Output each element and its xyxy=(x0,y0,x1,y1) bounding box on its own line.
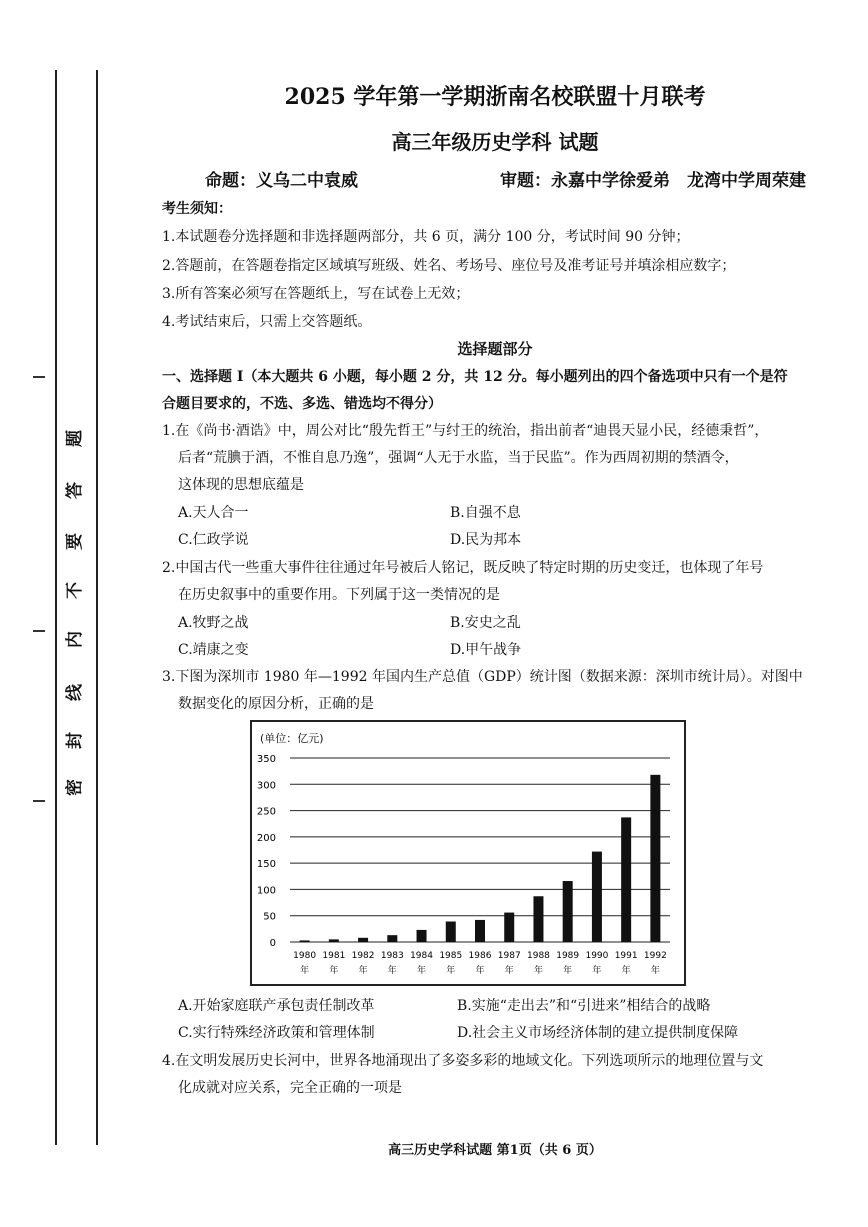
question-text: 1.在《尚书·酒诰》中，周公对比“殷先哲王”与纣王的统治，指出前者“迪畏天显小民，经德秉哲”， xyxy=(162,423,769,439)
bar-1991 xyxy=(621,817,631,942)
chart-grid xyxy=(290,758,670,942)
margin-tick xyxy=(33,630,45,632)
option-c: C.靖康之变 xyxy=(178,642,249,658)
option-b: B.自强不息 xyxy=(450,505,521,521)
y-tick-label: 0 xyxy=(269,938,276,949)
bar-1985 xyxy=(446,921,456,942)
question-text: 4.在文明发展历史长河中，世界各地涌现出了多姿多彩的地域文化。下列选项所示的地理位置与文 xyxy=(162,1053,764,1069)
option-d: D.社会主义市场经济体制的建立提供制度保障 xyxy=(457,1025,739,1041)
part-instructions: 一、选择题 I（本大题共 6 小题，每小题 2 分，共 12 分。每小题列出的四个备选项中只有一个是符 xyxy=(162,369,788,385)
option-a: A.牧野之战 xyxy=(178,615,249,631)
y-tick-label: 50 xyxy=(263,911,276,923)
gdp-chart-frame xyxy=(250,720,686,986)
notice-item: 3.所有答案必须写在答题纸上，写在试卷上无效； xyxy=(162,286,470,302)
bar-1992 xyxy=(650,775,660,942)
seal-char: 题 xyxy=(65,430,85,447)
seal-char: 线 xyxy=(65,684,85,701)
gdp-chart xyxy=(252,722,684,984)
seal-char: 不 xyxy=(65,582,85,599)
question-text: 化成就对应关系，完全正确的一项是 xyxy=(178,1080,402,1096)
bar-1983 xyxy=(387,935,397,942)
part-instructions: 合题目要求的，不选、多选、错选均不得分） xyxy=(162,396,442,412)
x-tick-label: 1986 xyxy=(468,951,492,961)
seal-char: 答 xyxy=(65,482,85,499)
x-tick-label: 1992 xyxy=(643,951,667,961)
chart-x-ticks xyxy=(293,951,667,976)
seal-char: 内 xyxy=(65,631,85,648)
option-c: C.仁政学说 xyxy=(178,532,249,548)
notice-item: 4.考试结束后，只需上交答题纸。 xyxy=(162,314,372,330)
x-tick-suffix: 年 xyxy=(475,966,485,976)
question-text: 后者“荒腆于酒，不惟自息乃逸”，强调“人无于水监，当于民监”。作为西周初期的禁酒令， xyxy=(178,450,739,466)
question-text: 2.中国古代一些重大事件往往通过年号被后人铭记，既反映了特定时期的历史变迁，也体现了年号 xyxy=(162,560,764,576)
author-line: 命题：义乌二中袁威 xyxy=(205,171,358,191)
bar-1982 xyxy=(358,938,368,942)
x-tick-suffix: 年 xyxy=(504,966,514,976)
x-tick-suffix: 年 xyxy=(563,966,573,976)
bar-1986 xyxy=(475,920,485,942)
x-tick-label: 1984 xyxy=(410,951,433,961)
question-text: 这体现的思想底蕴是 xyxy=(178,477,304,493)
bar-1980 xyxy=(300,940,310,942)
chart-bars xyxy=(300,775,661,942)
x-tick-label: 1988 xyxy=(527,951,550,961)
option-b: B.实施“走出去”和“引进来”相结合的战略 xyxy=(457,998,711,1014)
x-tick-suffix: 年 xyxy=(533,966,543,976)
x-tick-label: 1987 xyxy=(497,951,521,961)
option-a: A.开始家庭联产承包责任制改革 xyxy=(178,998,375,1014)
seal-char: 要 xyxy=(65,533,85,550)
x-tick-label: 1980 xyxy=(293,951,317,961)
y-tick-label: 150 xyxy=(256,859,276,871)
bar-1987 xyxy=(504,913,514,942)
option-d: D.民为邦本 xyxy=(450,532,522,548)
x-tick-suffix: 年 xyxy=(300,966,310,976)
option-d: D.甲午战争 xyxy=(450,642,522,658)
x-tick-label: 1983 xyxy=(380,951,404,961)
chart-y-ticks xyxy=(257,754,276,949)
x-tick-label: 1981 xyxy=(322,951,346,961)
reviewer-line: 审题：永嘉中学徐爱弟 龙湾中学周荣建 xyxy=(500,171,806,191)
question-text: 3.下图为深圳市 1980 年—1992 年国内生产总值（GDP）统计图（数据来源：深圳市统计局）。对图中 xyxy=(162,669,803,685)
x-tick-suffix: 年 xyxy=(621,966,631,976)
x-tick-suffix: 年 xyxy=(592,966,602,976)
bar-1981 xyxy=(329,939,339,942)
margin-tick xyxy=(33,800,45,802)
question-text: 在历史叙事中的重要作用。下列属于这一类情况的是 xyxy=(178,587,500,603)
x-tick-label: 1990 xyxy=(585,951,609,961)
exam-subtitle: 高三年级历史学科 试题 xyxy=(391,130,599,154)
x-tick-suffix: 年 xyxy=(329,966,339,976)
x-tick-suffix: 年 xyxy=(650,966,660,976)
x-tick-suffix: 年 xyxy=(387,966,397,976)
bar-1989 xyxy=(563,881,573,942)
option-c: C.实行特殊经济政策和管理体制 xyxy=(178,1025,375,1041)
x-tick-suffix: 年 xyxy=(446,966,456,976)
notice-heading: 考生须知： xyxy=(162,201,232,217)
margin-line-outer xyxy=(55,70,57,1145)
x-tick-label: 1989 xyxy=(556,951,580,961)
x-tick-suffix: 年 xyxy=(417,966,427,976)
seal-char: 密 xyxy=(65,779,85,796)
bar-1990 xyxy=(592,852,602,942)
bar-1984 xyxy=(417,930,427,942)
option-b: B.安史之乱 xyxy=(450,615,521,631)
chart-unit-label: (单位：亿元) xyxy=(260,732,324,745)
option-a: A.天人合一 xyxy=(178,505,249,521)
exam-title: 2025 学年第一学期浙南名校联盟十月联考 xyxy=(284,84,706,110)
bar-1988 xyxy=(533,896,543,942)
y-tick-label: 250 xyxy=(256,806,276,818)
page-footer: 高三历史学科试题 第1页（共 6 页） xyxy=(388,1143,602,1158)
y-tick-label: 100 xyxy=(256,885,276,897)
y-tick-label: 300 xyxy=(256,780,276,792)
y-tick-label: 350 xyxy=(256,754,276,765)
x-tick-label: 1982 xyxy=(351,951,375,961)
notice-item: 2.答题前，在答题卷指定区域填写班级、姓名、考场号、座位号及准考证号并填涂相应数字； xyxy=(162,258,736,274)
section-heading: 选择题部分 xyxy=(457,340,533,358)
y-tick-label: 200 xyxy=(256,832,276,844)
x-tick-suffix: 年 xyxy=(358,966,368,976)
notice-item: 1.本试题卷分选择题和非选择题两部分，共 6 页，满分 100 分，考试时间 90 分钟； xyxy=(162,229,690,245)
seal-char: 封 xyxy=(65,732,85,749)
margin-line-inner xyxy=(96,70,98,1145)
x-tick-label: 1991 xyxy=(614,951,638,961)
x-tick-label: 1985 xyxy=(439,951,463,961)
margin-tick xyxy=(33,376,45,378)
question-text: 数据变化的原因分析，正确的是 xyxy=(178,696,374,712)
